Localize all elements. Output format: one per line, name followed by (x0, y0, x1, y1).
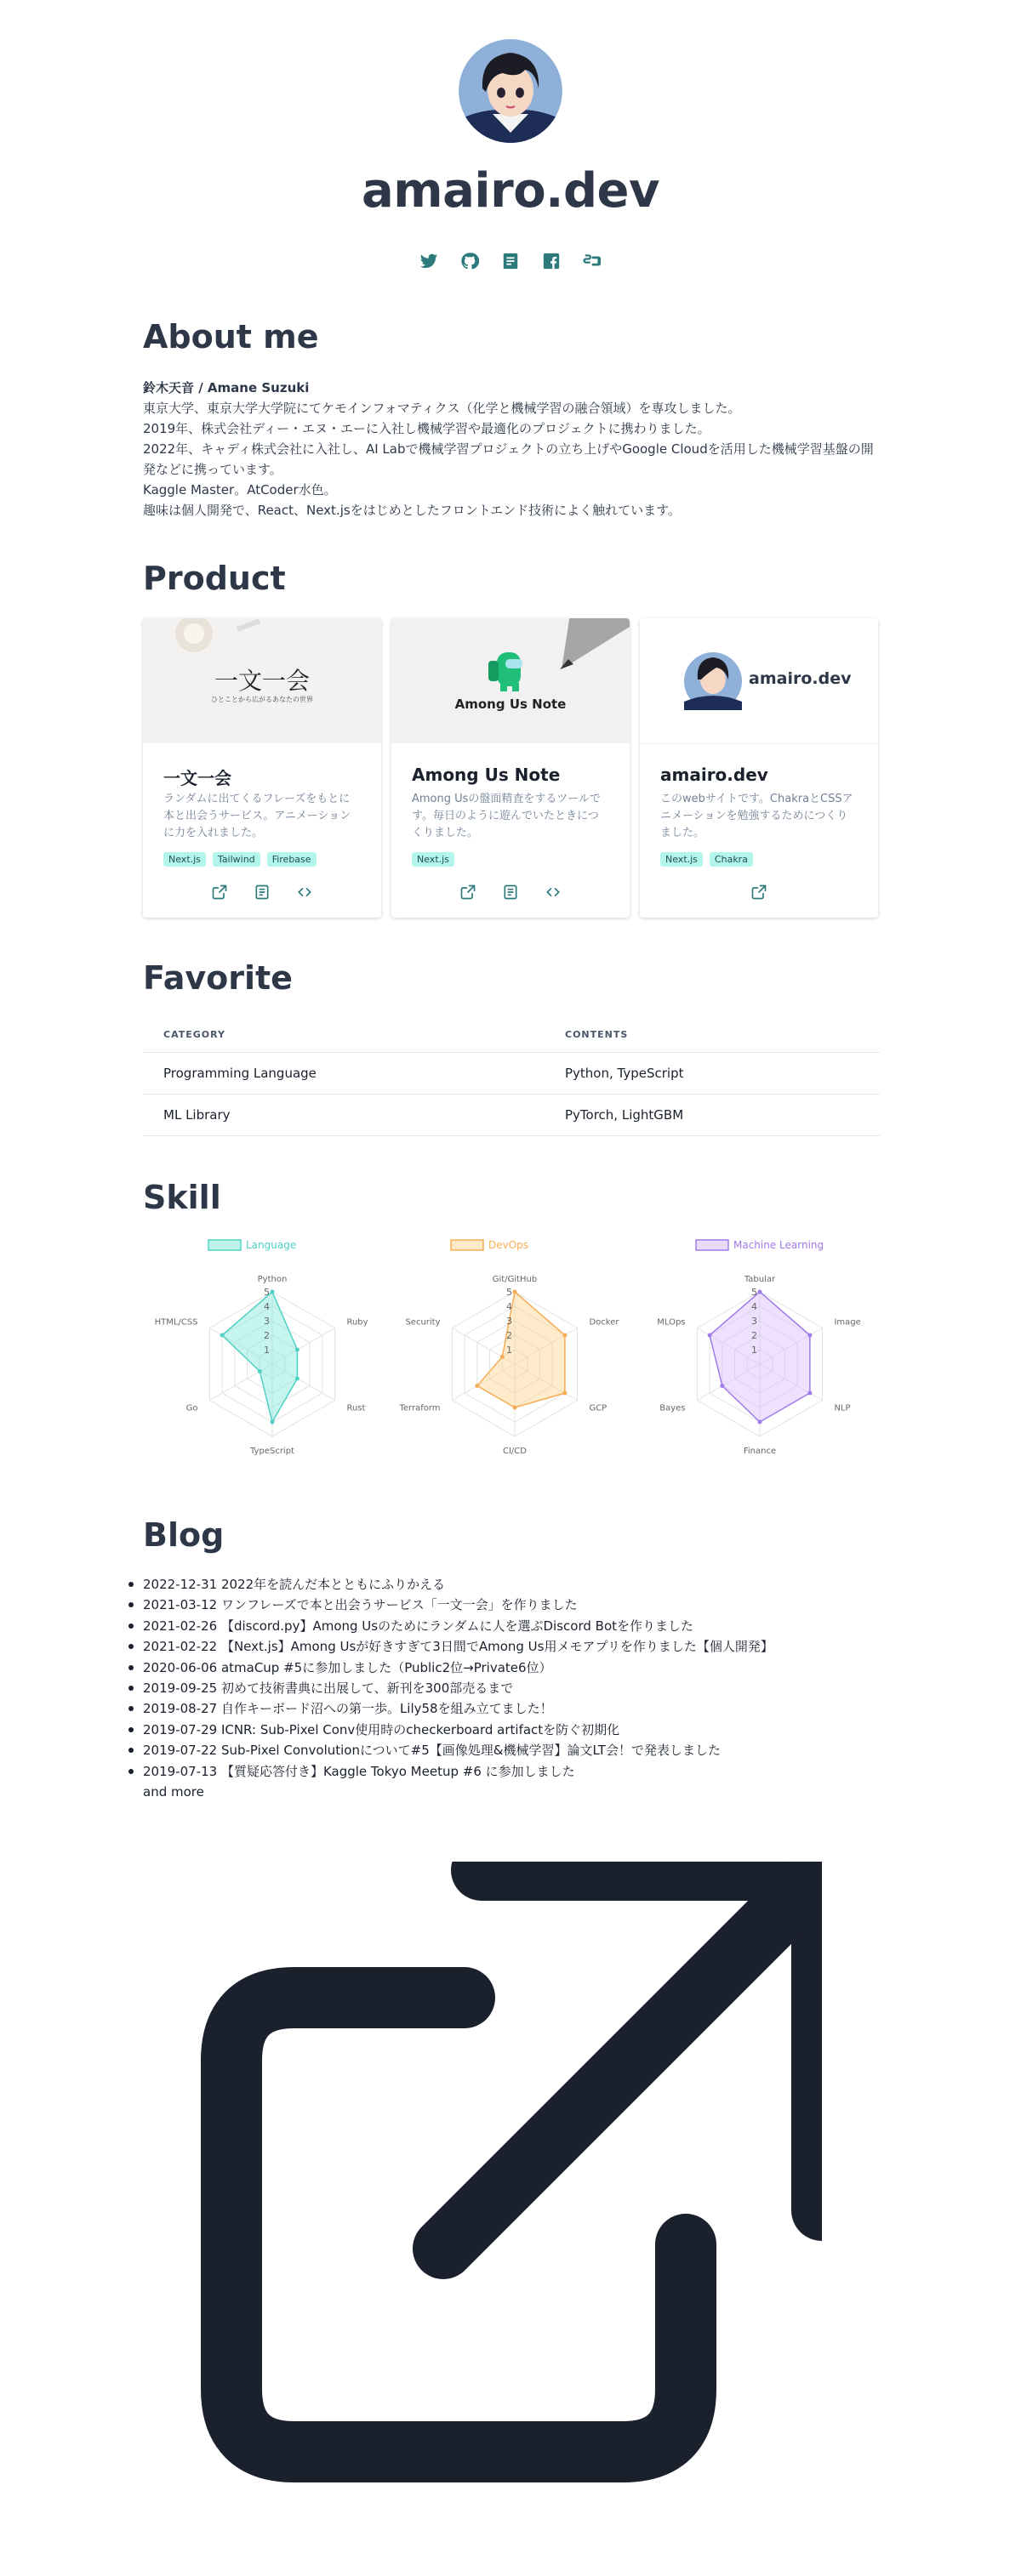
product-image (640, 618, 878, 744)
twitter-icon[interactable] (419, 252, 438, 270)
about-line: 2022年、キャディ株式会社に入社し、AI Labで機械学習プロジェクトの立ち上げやGoogle Cloudを活用した機械学習基盤の開発などに携っています。 (143, 441, 874, 477)
tick-label: 3 (264, 1316, 270, 1327)
data-point (295, 1377, 299, 1381)
axis-label: TypeScript (250, 1447, 294, 1456)
tick-label: 1 (751, 1345, 757, 1356)
legend-label: Language (246, 1239, 297, 1251)
blog-item[interactable]: 2020-06-06 atmaCup #5に参加しました（Public2位→Private6位） (143, 1658, 880, 1678)
blog-item[interactable]: 2019-08-27 自作キーボード沼への第一歩。Lily58を組み立てました！ (143, 1698, 880, 1719)
axis-label: Security (405, 1317, 441, 1328)
product-card (143, 618, 381, 918)
axis-label: CI/CD (503, 1447, 527, 1456)
legend-label: Machine Learning (733, 1239, 824, 1251)
data-point (500, 1355, 505, 1359)
blog-icon[interactable] (501, 252, 520, 270)
radar-chart-ml (636, 1237, 883, 1492)
about-line: 2019年、株式会社ディー・エヌ・エーに入社し機械学習や最適化のプロジェクトに携わりました。 (143, 421, 710, 436)
speakerdeck-icon[interactable] (583, 252, 602, 270)
radar-chart-devops (391, 1237, 638, 1492)
tick-label: 1 (506, 1345, 512, 1356)
product-title: Among Us Note (412, 765, 561, 785)
product-card (391, 618, 630, 918)
table-cell: Python, TypeScript (545, 1053, 880, 1095)
tag: Firebase (267, 852, 317, 867)
data-point (513, 1290, 517, 1294)
tick-label: 2 (751, 1330, 757, 1341)
about-line: Kaggle Master。AtCoder水色。 (143, 482, 337, 498)
product-title: amairo.dev (660, 765, 768, 785)
axis-label: Python (257, 1275, 288, 1284)
legend-label: DevOps (488, 1239, 529, 1251)
about-section (143, 378, 880, 520)
blog-item[interactable]: 2021-02-22 【Next.js】Among Usが好きすぎて3日間でAmong Us用メモアプリを作りました【個人開発】 (143, 1636, 880, 1657)
site-title: amairo.dev (361, 163, 660, 219)
about-heading: About me (143, 318, 319, 355)
blog-item[interactable]: 2019-09-25 初めて技術書典に出展して、新刊を300部売るまで (143, 1678, 880, 1698)
blog-more-link[interactable]: and more (143, 1784, 204, 1800)
blog-item[interactable]: 2019-07-22 Sub-Pixel Convolutionについて#5【画像処理&機械学習】論文LT会！で発表しました (143, 1740, 880, 1760)
axis-label: Go (185, 1403, 198, 1413)
product-image-title: Among Us Note (454, 697, 567, 712)
table-cell: Programming Language (143, 1053, 545, 1095)
external-link-icon[interactable] (201, 1862, 822, 2482)
table-cell: PyTorch, LightGBM (545, 1095, 880, 1136)
tick-label: 5 (264, 1287, 270, 1298)
product-tags (660, 852, 753, 867)
axis-label: MLOps (657, 1317, 686, 1328)
product-title: 一文一会 (163, 768, 231, 788)
data-point (562, 1391, 567, 1396)
blog-icon[interactable] (254, 884, 271, 901)
data-point (258, 1369, 262, 1373)
axis-label: GCP (589, 1403, 607, 1413)
about-line: 趣味は個人開発で、React、Next.jsをはじめとしたフロントエンド技術によく触れています。 (143, 503, 681, 518)
table-cell: ML Library (143, 1095, 545, 1136)
axis-label: Image (834, 1317, 861, 1328)
product-description: このwebサイトです。ChakraとCSSアニメーションを勉強するためにつくりました。 (660, 793, 853, 839)
product-tags (163, 852, 317, 867)
blog-item[interactable]: 2019-07-29 ICNR: Sub-Pixel Conv使用時のcheckerboard artifactを防ぐ初期化 (143, 1720, 880, 1740)
tag: Chakra (710, 852, 753, 867)
axis-label: Tabular (744, 1275, 776, 1284)
legend-swatch (451, 1240, 483, 1250)
axis-label: Finance (743, 1447, 777, 1456)
data-point (807, 1333, 812, 1338)
product-image-caption: ひとことから広がるあなたの世界 (211, 696, 313, 703)
data-point (562, 1333, 567, 1338)
blog-icon[interactable] (502, 884, 519, 901)
data-point (758, 1420, 762, 1424)
legend-swatch (208, 1240, 241, 1250)
blog-item[interactable]: 2021-03-12 ワンフレーズで本と出会うサービス「一文一会」を作りました (143, 1595, 880, 1615)
data-area (710, 1292, 810, 1422)
product-heading: Product (143, 560, 286, 597)
data-point (807, 1391, 812, 1396)
product-links (391, 884, 630, 901)
data-point (220, 1333, 225, 1338)
tick-label: 4 (506, 1301, 512, 1312)
axis-label: Ruby (346, 1317, 368, 1328)
external-link-icon[interactable] (459, 884, 476, 901)
tag: Next.js (412, 852, 454, 867)
tick-label: 3 (751, 1316, 757, 1327)
blog-item[interactable]: 2022-12-31 2022年を読んだ本とともにふりかえる (143, 1574, 880, 1595)
external-link-icon[interactable] (750, 884, 767, 901)
about-name: 鈴木天音 / Amane Suzuki (143, 380, 310, 395)
table-header-row (143, 1017, 880, 1053)
tick-label: 5 (506, 1287, 512, 1298)
about-line: 東京大学、東京大学大学院にてケモインフォマティクス（化学と機械学習の融合領域）を専攻しました。 (143, 401, 741, 416)
favorite-table (143, 1017, 880, 1136)
data-point (295, 1348, 299, 1352)
axis-label: Git/GitHub (492, 1275, 538, 1284)
tick-label: 2 (264, 1330, 270, 1341)
tick-label: 3 (506, 1316, 512, 1327)
tick-label: 1 (264, 1345, 270, 1356)
product-image (391, 618, 630, 743)
product-tags (412, 852, 454, 867)
data-point (271, 1420, 275, 1424)
tag: Tailwind (213, 852, 260, 867)
legend-swatch (696, 1240, 728, 1250)
axis-label: NLP (834, 1403, 851, 1413)
column-header: CATEGORY (143, 1017, 545, 1053)
product-image-title: 一文一会 (214, 667, 310, 695)
blog-heading: Blog (143, 1516, 225, 1554)
data-point (513, 1406, 517, 1410)
axis-label: Rust (346, 1403, 366, 1413)
data-point (271, 1290, 275, 1294)
tag: Next.js (163, 852, 206, 867)
tag: Next.js (660, 852, 703, 867)
social-links (0, 252, 1021, 270)
tick-label: 4 (751, 1301, 757, 1312)
data-point (708, 1333, 712, 1338)
table-row (143, 1095, 880, 1136)
tick-label: 5 (751, 1287, 757, 1298)
product-links (143, 884, 381, 901)
external-link-icon[interactable] (211, 884, 228, 901)
axis-label: Terraform (399, 1403, 441, 1413)
product-card (640, 618, 878, 918)
facebook-icon[interactable] (542, 252, 561, 270)
avatar (459, 39, 562, 143)
data-area (222, 1292, 297, 1422)
axis-label: Docker (589, 1317, 619, 1328)
code-icon[interactable] (545, 884, 562, 901)
product-image (143, 618, 381, 743)
tick-label: 4 (264, 1301, 270, 1312)
blog-list (143, 1574, 880, 1782)
data-point (720, 1384, 724, 1388)
tick-label: 2 (506, 1330, 512, 1341)
code-icon[interactable] (296, 884, 313, 901)
blog-section (143, 1574, 880, 1802)
blog-item[interactable]: 2019-07-13 【質疑応答付き】Kaggle Tokyo Meetup #6 に参加しました (143, 1761, 880, 1782)
github-icon[interactable] (460, 252, 479, 270)
product-image-title: amairo.dev (749, 669, 852, 688)
data-point (758, 1290, 762, 1294)
product-description: ランダムに出てくるフレーズをもとに本と出会うサービス。アニメーションに力を入れました。 (163, 793, 351, 839)
product-links (640, 884, 878, 901)
product-cards (143, 618, 880, 918)
column-header: CONTENTS (545, 1017, 880, 1053)
radar-chart-language (149, 1237, 396, 1492)
blog-item[interactable]: 2021-02-26 【discord.py】Among Usのためにランダムに人を選ぶDiscord Botを作りました (143, 1616, 880, 1636)
skill-heading: Skill (143, 1179, 221, 1216)
axis-label: HTML/CSS (154, 1317, 198, 1328)
product-description: Among Usの盤面精査をするツールです。毎日のように遊んでいたときにつくりました。 (412, 793, 601, 839)
favorite-heading: Favorite (143, 959, 293, 997)
data-point (475, 1384, 479, 1388)
table-row (143, 1053, 880, 1095)
axis-label: Bayes (659, 1403, 686, 1413)
